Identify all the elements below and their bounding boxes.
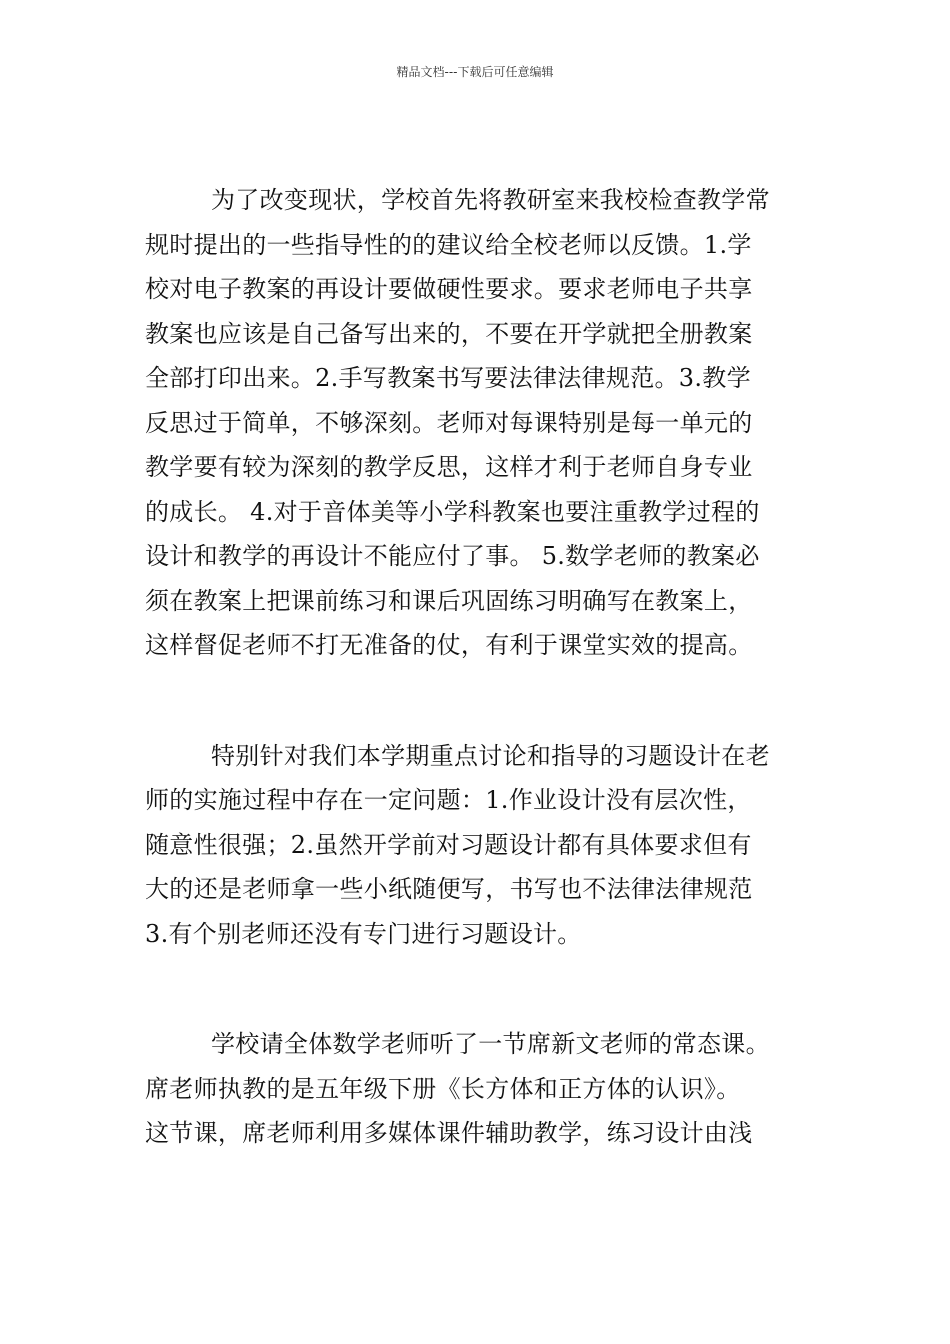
paragraph-line: 3.有个别老师还没有专门进行习题设计。 bbox=[145, 919, 582, 948]
paragraph-line: 这样督促老师不打无准备的仗，有利于课堂实效的提高。 bbox=[145, 631, 753, 659]
paragraph-line: 教案也应该是自己备写出来的，不要在开学就把全册教案 bbox=[145, 319, 753, 348]
paragraph-2 bbox=[145, 734, 807, 957]
paragraph-line: 师的实施过程中存在一定问题：1.作业设计没有层次性， bbox=[145, 786, 752, 814]
paragraph-line: 全部打印出来。2.手写教案书写要法律法律规范。3.教学 bbox=[145, 364, 751, 392]
paragraph-1 bbox=[145, 178, 807, 668]
paragraph-line: 须在教案上把课前练习和课后巩固练习明确写在教案上， bbox=[145, 586, 753, 615]
page-header: 精品文档---下载后可任意编辑 bbox=[396, 65, 554, 79]
paragraph-line: 为了改变现状，学校首先将教研室来我校检查教学常 bbox=[211, 186, 770, 214]
paragraph-line: 特别针对我们本学期重点讨论和指导的习题设计在老 bbox=[211, 741, 770, 770]
paragraph-line: 教学要有较为深刻的教学反思，这样才利于老师自身专业 bbox=[145, 453, 753, 481]
document-body bbox=[145, 178, 807, 1156]
paragraph-line: 反思过于简单，不够深刻。老师对每课特别是每一单元的 bbox=[145, 408, 753, 437]
paragraph-gap bbox=[145, 956, 807, 1022]
paragraph-line: 席老师执教的是五年级下册《长方体和正方体的认识》。 bbox=[145, 1074, 741, 1103]
paragraph-line: 随意性很强；2.虽然开学前对习题设计都有具体要求但有 bbox=[145, 830, 752, 859]
paragraph-line: 的成长。 4.对于音体美等小学科教案也要注重教学过程的 bbox=[145, 497, 760, 526]
paragraph-line: 校对电子教案的再设计要做硬性要求。要求老师电子共享 bbox=[145, 275, 753, 303]
paragraph-line: 设计和教学的再设计不能应付了事。 5.数学老师的教案必 bbox=[145, 542, 760, 570]
paragraph-line: 这节课，席老师利用多媒体课件辅助教学，练习设计由浅 bbox=[145, 1119, 753, 1147]
paragraph-3 bbox=[145, 1022, 807, 1156]
paragraph-line: 大的还是老师拿一些小纸随便写，书写也不法律法律规范 bbox=[145, 875, 753, 903]
paragraph-line: 规时提出的一些指导性的的建议给全校老师以反馈。1.学 bbox=[145, 230, 752, 259]
paragraph-gap bbox=[145, 668, 807, 734]
paragraph-line: 学校请全体数学老师听了一节席新文老师的常态课。 bbox=[211, 1030, 770, 1058]
